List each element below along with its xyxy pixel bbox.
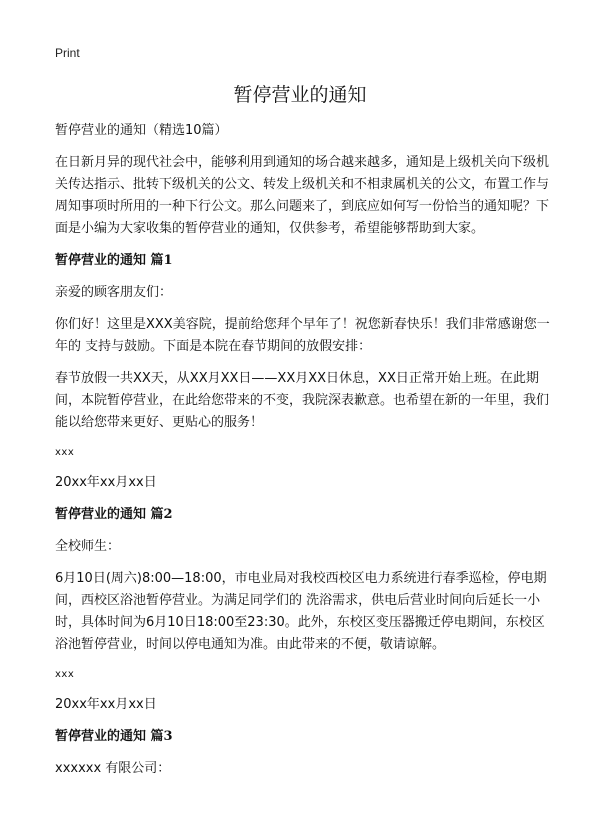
section1-paragraph-2: 春节放假一共XX天，从XX月XX日——XX月XX日休息，XX日正常开始上班。在此期间，本院暂停营业，在此给您带来的不变，我院深表歉意。也希望在新的一年里，我们能以给您带来更好、更贴心的服务！ bbox=[55, 371, 550, 430]
section2-signer: xxx bbox=[55, 669, 75, 680]
section1-paragraph-1: 你们好！这里是XXX美容院，提前给您拜个早年了！祝您新春快乐！我们非常感谢您一年的 支持与鼓励。下面是本院在春节期间的放假安排： bbox=[55, 317, 550, 354]
document-title: 暂停营业的通知 bbox=[233, 84, 367, 106]
intro-paragraph: 在日新月异的现代社会中，能够利用到通知的场合越来越多，通知是上级机关向下级机关传达指示、批转下级机关的公文、转发上级机关和不相隶属机关的公文，布置工作与周知事项时所用的一种下行公文。那么问题来了，到底应如何写一份恰当的通知呢？下面是小编为大家收集的暂停营业的通知，仅供参考，希望能够帮助到大家。 bbox=[55, 155, 550, 236]
section2-paragraph-1: 6月10日(周六)8:00—18:00，市电业局对我校西校区电力系统进行春季巡检，停电期间，西校区浴池暂停营业。为满足同学们的 洗浴需求，供电后营业时间向后延长一小时，具体时间为6月10日18:00至23:30。此外，东校区变压器搬迁停电期间，东校区浴池暂停营业，时间以停电通知为准。由此带来的不便，敬请谅解。 bbox=[55, 571, 547, 652]
section1-signer: xxx bbox=[55, 447, 75, 458]
section1-greeting: 亲爱的顾客朋友们： bbox=[55, 285, 173, 300]
print-label[interactable]: Print bbox=[55, 46, 80, 60]
intro-label: 暂停营业的通知（精选10篇） bbox=[55, 123, 228, 138]
section2-greeting: 全校师生： bbox=[55, 539, 121, 554]
section-heading-1: 暂停营业的通知 篇1 bbox=[55, 253, 173, 268]
section-heading-2: 暂停营业的通知 篇2 bbox=[55, 507, 173, 522]
section1-date: 20xx年xx月xx日 bbox=[55, 475, 157, 490]
section3-greeting: xxxxxx 有限公司： bbox=[55, 761, 171, 776]
document-content bbox=[55, 120, 550, 790]
section-heading-3: 暂停营业的通知 篇3 bbox=[55, 729, 173, 744]
section2-date: 20xx年xx月xx日 bbox=[55, 697, 157, 712]
